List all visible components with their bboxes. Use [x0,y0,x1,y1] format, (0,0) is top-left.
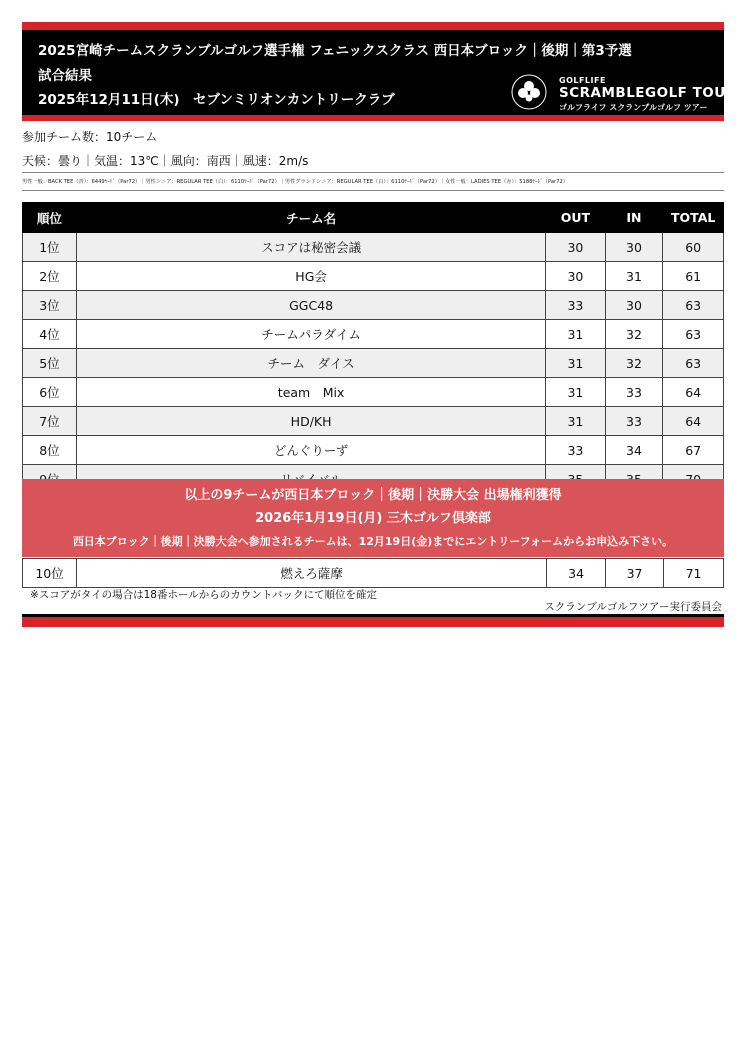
out-cell: 31 [546,407,605,436]
tie-break-note: ※スコアがタイの場合は18番ホールからのカウントバックにて順位を確定 [30,589,378,601]
header-band [22,30,737,114]
qualification-notice [22,479,724,557]
rank-cell: 10位 [23,559,77,588]
table-row [23,320,724,349]
in-cell: 30 [605,291,663,320]
table-row [23,291,724,320]
table-header-row [23,203,724,233]
results-heading: 試合結果 [38,68,92,84]
in-cell: 32 [605,320,663,349]
rank-cell: 5位 [23,349,77,378]
extra-results-table [22,558,724,588]
total-cell: 61 [663,262,724,291]
team-name-cell: HD/KH [76,407,545,436]
in-cell: 30 [605,233,663,262]
weather-info: 天候：曇り｜気温：13℃｜風向：南西｜風速：2m/s [22,154,309,168]
header-in: IN [605,203,663,233]
in-cell: 33 [605,407,663,436]
divider [22,172,724,173]
total-cell: 67 [663,436,724,465]
out-cell: 33 [546,436,605,465]
in-cell: 33 [605,378,663,407]
out-cell: 31 [546,378,605,407]
header-total: TOTAL [663,203,724,233]
notice-line3: 西日本ブロック｜後期｜決勝大会へ参加されるチームは、12月19日(金)までにエントリーフォームからお申込み下さい。 [72,535,674,548]
team-name-cell: チームパラダイム [76,320,545,349]
team-name-cell: 燃えろ薩摩 [77,559,547,588]
table-row [23,559,724,588]
header-team-name: チーム名 [76,203,545,233]
total-cell: 71 [664,559,724,588]
table-row [23,378,724,407]
out-cell: 33 [546,291,605,320]
logo-main-text: SCRAMBLEGOLF TOUR [559,85,737,101]
team-name-cell: スコアは秘密会議 [76,233,545,262]
header-rank: 順位 [23,203,77,233]
table-row [23,349,724,378]
header-out: OUT [546,203,605,233]
in-cell: 31 [605,262,663,291]
tee-info: 男性一般：BACK TEE（青）：6449ﾔｰﾄﾞ（Par72）｜男性シニア：REGULAR TEE（白）：6110ﾔｰﾄﾞ（Par72）｜男性グランドシニア：REGULAR TEE（白）：6110ﾔｰﾄﾞ（Par72）｜女性一般：LADIES TEE（赤）：5188ﾔｰﾄﾞ（Par72） [22,179,568,185]
out-cell: 31 [546,320,605,349]
notice-line1: 以上の9チームが西日本ブロック｜後期｜決勝大会 出場権利獲得 [184,488,562,503]
results-sheet [22,22,737,613]
notice-line2: 2026年1月19日(月) 三木ゴルフ倶楽部 [255,511,491,526]
rank-cell: 4位 [23,320,77,349]
event-title: 2025宮崎チームスクランブルゴルフ選手権 フェニックスクラス 西日本ブロック｜後期｜第3予選 [38,43,632,59]
in-cell: 32 [605,349,663,378]
total-cell: 63 [663,349,724,378]
event-date-venue: 2025年12月11日(木) セブンミリオンカントリークラブ [38,92,395,108]
top-red-bar [22,22,724,30]
team-count: 参加チーム数：10チーム [22,130,158,144]
rank-cell: 6位 [23,378,77,407]
out-cell: 34 [547,559,606,588]
team-name-cell: どんぐりーず [76,436,545,465]
rank-cell: 3位 [23,291,77,320]
out-cell: 30 [546,262,605,291]
rank-cell: 8位 [23,436,77,465]
total-cell: 63 [663,320,724,349]
logo-small-text: GOLFLIFE [559,76,606,85]
rank-cell: 1位 [23,233,77,262]
total-cell: 64 [663,407,724,436]
bottom-red-bar [22,614,724,627]
scramblegolf-logo [511,74,737,114]
team-name-cell: HG会 [76,262,545,291]
header-bottom-bar [22,114,724,121]
total-cell: 64 [663,378,724,407]
in-cell: 34 [605,436,663,465]
out-cell: 30 [546,233,605,262]
team-name-cell: team Mix [76,378,545,407]
table-row [23,407,724,436]
team-name-cell: GGC48 [76,291,545,320]
results-table [22,202,724,494]
rank-cell: 2位 [23,262,77,291]
committee-name: スクランブルゴルフツアー実行委員会 [544,601,722,613]
in-cell: 37 [606,559,664,588]
table-row [23,436,724,465]
rank-cell: 7位 [23,407,77,436]
clover-logo-icon [511,74,547,110]
total-cell: 63 [663,291,724,320]
total-cell: 60 [663,233,724,262]
logo-kana-text: ゴルフライフ スクランブルゴルフ ツアー [559,103,708,112]
table-row [23,233,724,262]
out-cell: 31 [546,349,605,378]
team-name-cell: チーム ダイス [76,349,545,378]
table-row [23,262,724,291]
divider [22,190,724,191]
